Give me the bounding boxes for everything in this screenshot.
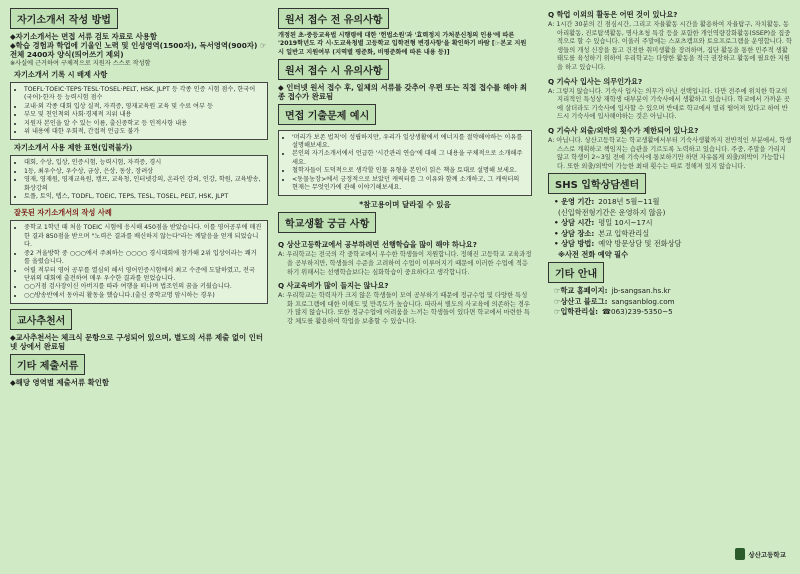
restricted-item: • 대회, 수상, 입상, 인증시험, 능력시험, 자격증, 경시 xyxy=(24,159,262,167)
bad-example-item: • ○○방송반에서 동아리 활동을 했습니다.(출신 중학교명 암시하는 경우) xyxy=(24,292,262,300)
column-2 xyxy=(278,6,532,568)
restricted-item: • 토플, 토익, 텝스, TODFL, TOEIC, TEPS, TESL, TOSEL, PELT, HSK, JLPT xyxy=(24,193,262,201)
interview-box xyxy=(278,130,532,197)
counsel-value: 예약 방문상담 및 전화상담 xyxy=(598,239,682,249)
counsel-row xyxy=(554,208,792,219)
bad-example-item: • 중학교 1학년 때 처음 TOEIC 시험에 응시해 450점을 받았습니다. 이를 영어공부에 매진한 결과 850점을 받으며 "노력은 결과를 배신하지 않는다"라는 깨달음을 얻게 되었습니다. xyxy=(24,224,262,249)
faq-question: Q 학업 이외의 활동은 어떤 것이 있나요? xyxy=(548,10,678,19)
homepage-link[interactable]: jb-sangsan.hs.kr xyxy=(611,286,671,296)
column-3 xyxy=(548,6,792,568)
info-label: ☞입학관리실: xyxy=(554,307,599,317)
self-intro-line-2: ◆학습 경험과 학업에 기울인 노력 및 인성영역(1500자), 독서영역(900자) ☞ 전체 2400자 양식(띄어쓰기 제외) xyxy=(10,41,267,60)
pre-apply-heading: 원서 접수 전 유의사항 xyxy=(278,8,389,29)
teacher-rec-heading: 교사추천서 xyxy=(10,309,72,330)
blog-link[interactable]: sangsanblog.com xyxy=(611,296,675,306)
faq-answer: A: 1시간 30분의 긴 점심시간, 그리고 자율활동 시간을 활용하여 자율탐구, 자치활동, 동아리활동, 진로탐색활동, 명사초청 특강 등을 포함한 개인역량강화활동(SSEP)을 집중적으로 할 수 있습니다. 이울러 주말에는 스포츠캠프와 토요프로그램을 운영합니다. 학생들의 개성 신장을 돕고 건전한 취미생활을 장려하며, 집단 활동을 통한 민주적 생활 태도를 육성하기 위하여 우리학교는 다양한 활동을 적극 권장하고 활동에 필요한 지원을 하고 있습니다. xyxy=(548,21,792,71)
exclusion-subheading: 자기소개서 기록 시 배제 사항 xyxy=(14,70,108,80)
exclusion-item: • 지원자 본인을 알 수 있는 이름, 출신중학교 등 인적사항 내용 xyxy=(24,120,262,128)
counsel-row xyxy=(554,218,792,229)
counsel-label: • 상담 시간: xyxy=(554,218,595,228)
phone-number: ☎063)239-5350~5 xyxy=(602,307,673,317)
faq-question: Q 사교육비가 많이 들지는 않나요? xyxy=(278,281,389,291)
self-intro-heading: 자기소개서 작성 방법 xyxy=(10,8,118,29)
counsel-row xyxy=(554,239,792,250)
exclusion-item: • 부모 및 친인척의 사회·경제적 지위 내용 xyxy=(24,111,262,119)
other-docs-heading: 기타 제출서류 xyxy=(10,354,85,375)
interview-question: • <동물농장>에서 긍정적으로 보았던 캐릭터를 그 이유와 함께 소개하고, 그 캐릭터의 현재는 무엇인가에 관해 이야기해보세요. xyxy=(292,176,526,193)
school-emblem-icon xyxy=(735,548,745,560)
faq-answer: A: 그렇지 않습니다. 기숙사 입사는 의무가 아닌 선택입니다. 다만 전주에 위치한 학교의 지리적인 특성상 재학생 대부분이 기숙사에서 생활하고 있습니다. 학교에서 가까운 곳에 살더라도 기숙사에 입사할 수 있으며 반대로 학교에서 멀리 떨어져 있다고 하여 반드시 기숙사에 입사해야하는 것은 아닙니다. xyxy=(548,87,790,121)
counsel-value: 본교 입학관리실 xyxy=(598,228,650,238)
restricted-item: • 영재, 영재원, 영재교육원, 캠프, 교육청, 인터넷강의, 온라인 강의, 인강, 학원, 교육방송, 화상강의 xyxy=(24,176,262,193)
counsel-label: • 상담 장소: xyxy=(554,228,595,238)
teacher-rec-text: ◆교사추천서는 체크식 문항으로 구성되어 있으며, 별도의 서류 제출 없이 인터넷 상에서 완료됨 xyxy=(10,333,263,352)
interview-question: • 철학자들이 도덕적으로 생각할 인물 유형을 본인이 읽은 책을 토대로 설명해 보세요. xyxy=(292,167,526,175)
column-1 xyxy=(10,6,268,568)
bad-example-item: • 중2 겨울방학 중 ○○○에서 주최하는 ○○○○ 경시대회에 참가해 2위 입상이라는 쾌거를 올렸습니다. xyxy=(24,250,262,267)
info-row xyxy=(554,297,792,308)
self-intro-line-3: ※사실에 근거하여 구체적으로 지원자 스스로 작성함 xyxy=(10,59,151,67)
restricted-subheading: 자기소개서 사용 제한 표현(입력불가) xyxy=(14,143,133,153)
other-info-heading: 기타 안내 xyxy=(548,262,604,283)
counsel-value: 2018년 5월~11월 xyxy=(598,197,660,207)
info-row xyxy=(554,307,792,318)
school-logo xyxy=(735,548,786,560)
other-docs-text: ◆해당 영역별 제출서류 확인함 xyxy=(10,377,110,387)
exclusion-item: • 위 내용에 대한 우회적, 간접적 언급도 불가 xyxy=(24,128,262,136)
school-name: 상산고등학교 xyxy=(748,550,786,559)
faq-answer: A: 아닙니다. 상산고등학교는 학교생활에서부터 기숙사생활까지 전반적인 부분에서, 학생 스스로 계획하고 책임지는 습관을 기르도록 노력하고 있습니다. 주중, 주말을 가리지 않고 학생이 2~3일 전에 기숙사에 통보하기만 하면 자유롭게 외출/외박이 가능합니다. 또한 외출/외박이 가능한 최대 횟수는 따로 정해져 있지 않습니다. xyxy=(548,136,792,170)
pre-apply-text: 개정된 초·중등교육법 시행령에 대한 '헌법소원'과 '효력정지 가처분신청의 인용'에 따른 '2019학년도 각 시·도교육청별 고등학교 입학전형 변경사항'을 확인하기 바람 [☞본교 지원 시 일반고 지원여부 (지역별 평준화, 비평준화에 따른 내용 등)] xyxy=(278,32,527,56)
faq-answer: A: 우리학교는 전국의 각 중학교에서 우수한 학생들이 지원합니다. 정해진 고등학교 교육과정을 공부하지만, 학생들의 수준을 고려하여 수업이 이루어지기 때문에 이러한 수업에 적응하기 위해서는 선행학습보다는 심화학습이 중요하다고 생각합니다. xyxy=(278,251,532,276)
faq-question: Q 기숙사 입사는 의무인가요? xyxy=(548,76,643,86)
apply-heading: 원서 접수 시 유의사항 xyxy=(278,59,389,80)
counsel-value: ※사전 전화 예약 필수 xyxy=(558,249,629,259)
interview-question: • '머리가 보존 법칙'이 성립하지만, 우리가 일상생활에서 에너지를 절약해야하는 이유를 설명해보세요. xyxy=(292,134,526,151)
faq-question: Q 기숙사 외출/외박의 횟수가 제한되어 있나요? xyxy=(548,125,699,135)
counsel-value: (신입학전형기간은 운영하지 않음) xyxy=(558,207,666,217)
bad-example-item: • 어릴 적부터 영어 공부를 열심히 해서 영어인증시험에서 최고 수준에 도달하였고, 전국 단위의 대회에 출전하여 매우 우수한 결과를 얻었습니다. xyxy=(24,267,262,284)
faq-answer: A: 우리학교는 학력자가 크지 않은 학생들이 모여 공부하기 때문에 정규수업 및 다양한 특성화 프로그램에 대한 이해도 및 만족도가 높습니다. 따라서 별도의 사교육에 의존하는 경우가 많지 않습니다. 또한 정규수업에 어려움을 느끼는 학생들이 있다면 학교에서 마련한 특강 체도를 활용하여 학업을 보충할 수 있습니다. xyxy=(278,292,530,326)
interview-heading: 면접 기출문제 예시 xyxy=(278,104,376,125)
counsel-label: • 운영 기간: xyxy=(554,197,595,207)
apply-text: ◆ 인터넷 원서 접수 후, 일체의 서류를 갖추어 우편 또는 직접 접수를 해야 최종 접수가 완료됨 xyxy=(278,83,527,102)
interview-note: *참고용이며 달라질 수 있음 xyxy=(359,200,451,210)
counsel-row xyxy=(554,197,792,208)
exclusion-item: • TOEFL·TOEIC·TEPS·TESL·TOSEL·PELT, HSK, JLPT 등 각종 인증 시험 점수, 한국어(국어)·한자 등 능력시험 점수 xyxy=(24,86,262,103)
school-life-heading: 학교생활 궁금 사항 xyxy=(278,212,376,233)
bad-example-box xyxy=(10,220,268,304)
info-row xyxy=(554,286,792,297)
exclusion-item: • 교내·외 각종 대회 입상 실적, 자격증, 영재교육원 교육 및 수료 여부 등 xyxy=(24,103,262,111)
restricted-item: • 1등, 최우수상, 우수상, 금상, 은상, 동상, 장려상 xyxy=(24,168,262,176)
counsel-row xyxy=(554,250,792,261)
counsel-label: • 상담 방법: xyxy=(554,239,595,249)
exclusion-box xyxy=(10,82,268,140)
info-label: ☞학교 홈페이지: xyxy=(554,286,608,296)
counsel-row xyxy=(554,229,792,240)
bad-example-item: • ○○거점 검사장이신 아버지를 따라 여행을 떠나며 법조인의 꿈을 키웠습니다. xyxy=(24,283,262,291)
self-intro-line-1: ◆자기소개서는 면접 서류 검토 자료로 사용함 xyxy=(10,32,158,41)
faq-question: Q 상산고등학교에서 공부하려면 선행학습을 많이 해야 하나요? xyxy=(278,240,477,250)
info-label: ☞상산고 블로그: xyxy=(554,296,608,306)
counsel-center-heading: SHS 입학상담센터 xyxy=(548,173,646,194)
restricted-box xyxy=(10,155,268,205)
bad-example-subheading: 잘못된 자기소개서의 작성 사례 xyxy=(14,208,112,218)
interview-question: • 본인의 자기소개서에서 언급한 '시간관리 연습'에 대해 그 내용을 구체적으로 소개해주세요. xyxy=(292,150,526,167)
counsel-value: 평일 10시~17시 xyxy=(598,218,653,228)
